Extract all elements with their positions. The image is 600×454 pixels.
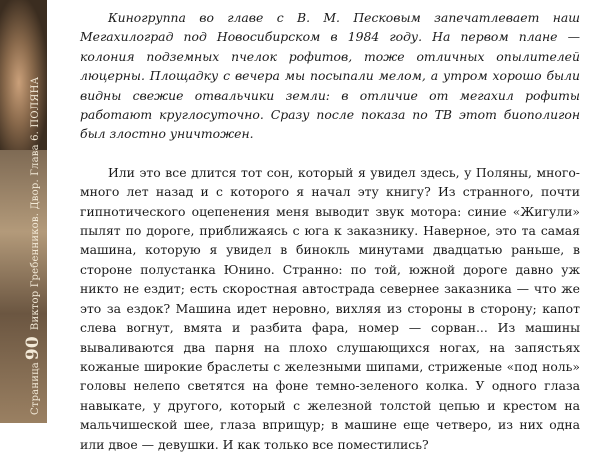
- page-number: 90: [23, 336, 43, 361]
- body-paragraph: Или это все длится тот сон, который я увидел здесь, у Поляны, много-много лет назад и с которого я начал эту книгу? Из странного, почти гипнотического оцепенения меня выводит звук мотора: синие «Жигули» пылят по дороге, приближаясь с юга к заказнику. Наверное, это та самая машина, которую я увидел в бинокль минутами двадцатью раньше, в стороне полустанка Юнино. Странно: по той, южной дороге давно уж никто не ездит; есть скоростная автострада севернее заказника — что же это за ездок? Машина идет неровно, вихляя из стороны в сторону; капот слева вогнут, вмята и разбита фара, номер — сорван... Из машины вываливаются два парня на плохо слушающихся ногах, на запястьях кожаные широкие браслеты с железными шипами, стриженые «под ноль» головы нелепо светятся на фоне темно-зеленого колка. У одного глаза навыкате, у другого, который с железной толстой цепью и крестом на мальчишеской шее, глаза вприщур; в машине еще четверо, из них одна или двое — девушки. И как только все поместились?: [80, 164, 580, 452]
- book-chapter-title: Виктор Гребенников. Двор. Глава 6. ПОЛЯНА: [30, 76, 41, 331]
- page-label: Страница: [30, 362, 41, 415]
- page-sidebar: [0, 0, 47, 423]
- page-content: [80, 8, 580, 454]
- sidebar-running-head: [23, 77, 43, 415]
- photo-caption: Киногруппа во главе с В. М. Песковым запечатлевает наш Мегахилоград под Новосибирском в 1984 году. На первом плане — колония подземных пчелок рофитов, тоже отличных опылителей люцерны. Площадку с вечера мы посыпали мелом, а утром хорошо были видны свежие отвальчики земли: в отличие от мегахил рофиты работают круглосуточно. Сразу после показа по ТВ этот биополигон был злостно уничтожен.: [80, 10, 580, 142]
